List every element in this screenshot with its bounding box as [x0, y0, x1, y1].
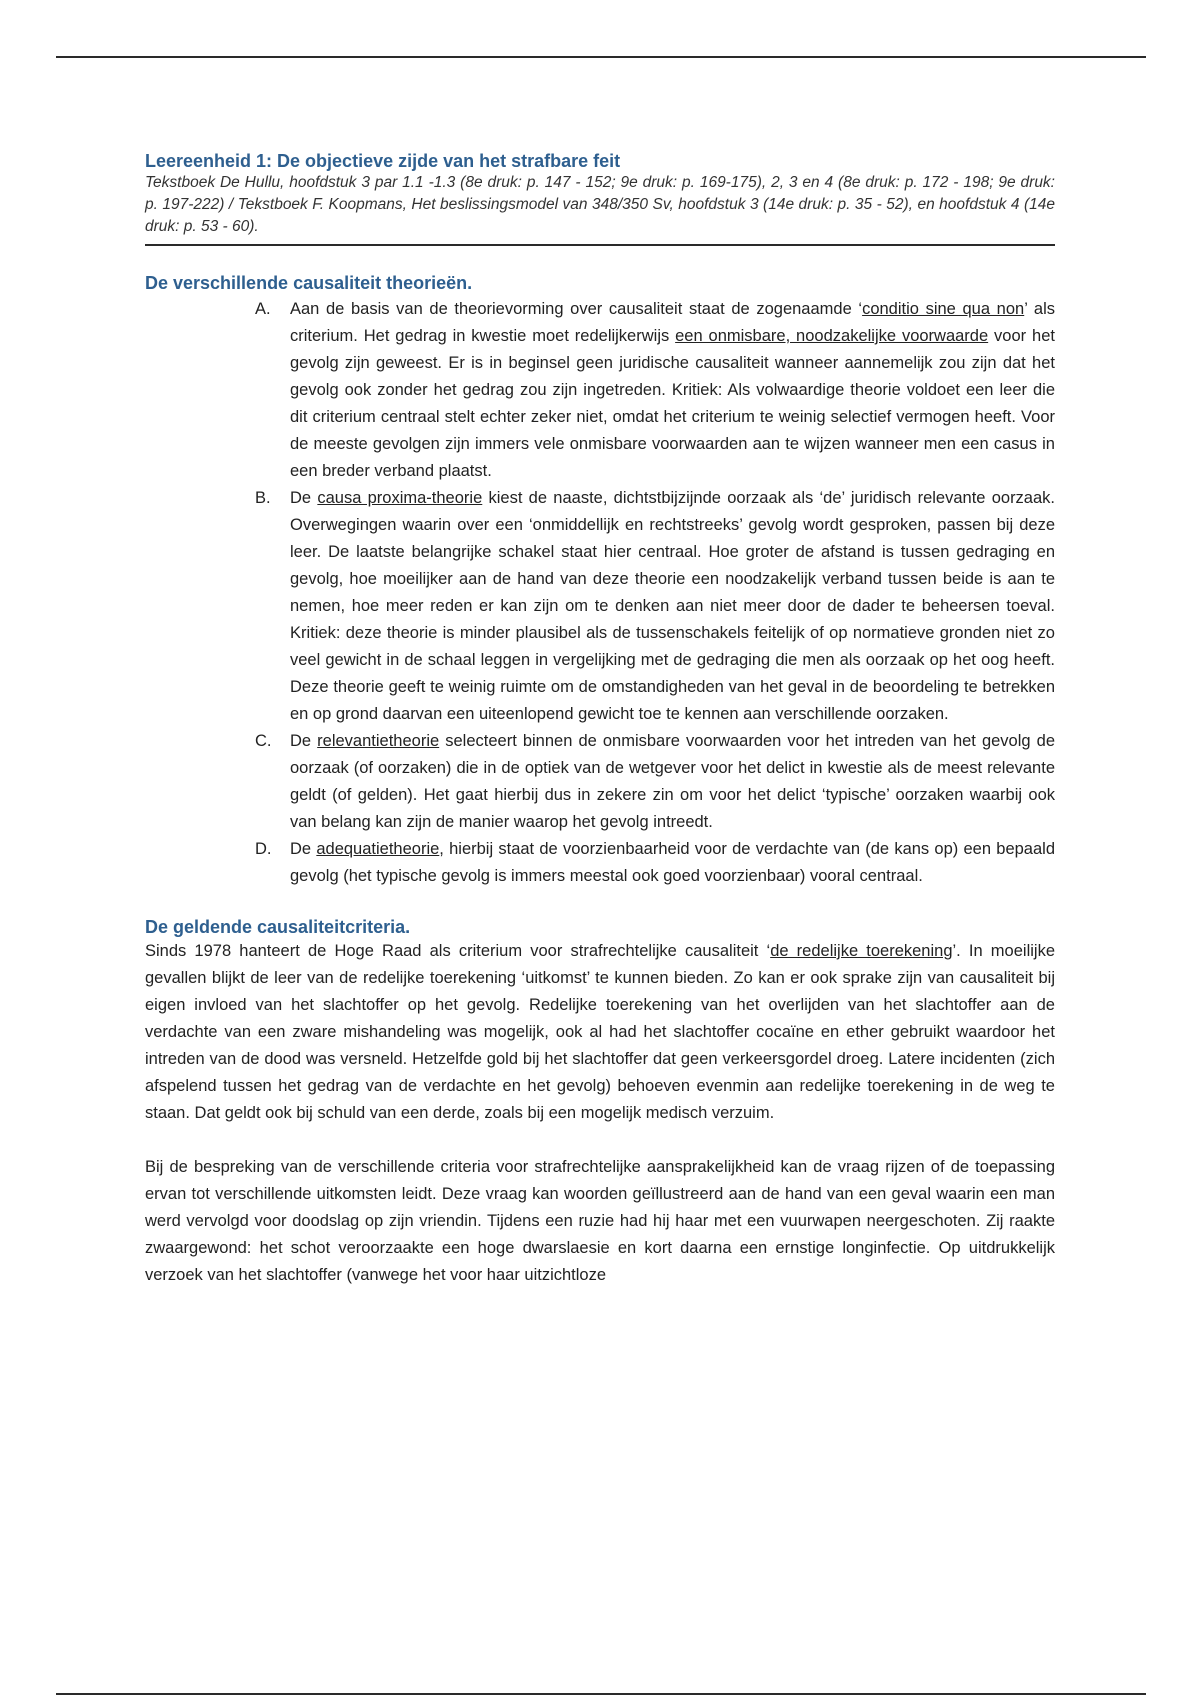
list-marker: A.: [255, 300, 271, 318]
text-run: De: [290, 840, 317, 858]
paragraph-case-example: Bij de bespreking van de verschillende criteria voor strafrechtelijke aansprakelijkheid kan de vraag rijzen of de toepassing ervan tot verschillende uitkomsten leidt. Deze vraag kan woorden geïllustreerd aan de hand van een geval waarin een man werd vervolgd voor doodslag op zijn vriendin. Tijdens een ruzie had hij haar met een vuurwapen neergeschoten. Zij raakte zwaargewond: het schot veroorzaakte een hoge dwarslaesie en kort daarna een ernstige longinfectie. Op uitdrukkelijk verzoek van het slachtoffer (vanwege het voor haar uitzichtloze: [145, 1158, 1055, 1284]
list-item: [255, 836, 1055, 890]
list-item: [255, 485, 1055, 728]
top-rule: [56, 56, 1146, 58]
source-reference: Tekstboek De Hullu, hoofdstuk 3 par 1.1 -1.3 (8e druk: p. 147 - 152; 9e druk: p. 169-175), 2, 3 en 4 (8e druk: p. 172 - 198; 9e druk: p. 197-222) / Tekstboek F. Koopmans, Het beslissingsmodel van 348/350 Sv, hoofdstuk 3 (14e druk: p. 35 - 52), en hoofdstuk 4 (14e druk: p. 53 - 60).: [145, 172, 1055, 246]
list-item: [255, 728, 1055, 836]
paragraph-causality-criteria: [145, 938, 1055, 1127]
unit-title: Leereenheid 1: De objectieve zijde van het strafbare feit: [145, 151, 621, 171]
text-run: Sinds 1978 hanteert de Hoge Raad als criterium voor strafrechtelijke causaliteit ‘: [145, 942, 771, 960]
theories-list: [145, 296, 1055, 890]
list-marker: C.: [255, 732, 272, 750]
text-run: De: [290, 732, 318, 750]
list-item: [255, 296, 1055, 485]
list-marker: D.: [255, 840, 272, 858]
bottom-rule: [56, 1693, 1146, 1695]
underlined-term: een onmisbare, noodzakelijke voorwaarde: [675, 327, 989, 345]
section-title-theories: De verschillende causaliteit theorieën.: [145, 273, 473, 293]
underlined-term: adequatietheorie: [316, 840, 440, 858]
document-content: [145, 150, 1055, 1289]
text-run: kiest de naaste, dichtstbijzijnde oorzaak als ‘de’ juridisch relevante oorzaak. Overwegingen waarin over een ‘onmiddellijk en rechtstreeks’ gevolg wordt gesproken, passen bij deze leer. De laatste belangrijke schakel staat hier centraal. Hoe groter de afstand is tussen gedraging en gevolg, hoe moeilijker aan de hand van deze theorie een noodzakelijk verband tussen beide is aan te nemen, hoe meer reden er kan zijn om te denken aan niet meer door de dader te beheersen toeval. Kritiek: deze theorie is minder plausibel als de tussenschakels feitelijk of op normatieve gronden niet zo veel gewicht in de schaal leggen in vergelijking met de gedraging die men als oorzaak op het oog heeft. Deze theorie geeft te weinig ruimte om de omstandigheden van het geval in de beoordeling te betrekken en op grond daarvan een uiteenlopend gewicht toe te kennen aan verschillende oorzaken.: [290, 489, 1055, 723]
text-run: ’ als criterium. Het gedrag in kwestie moet redelijkerwijs: [290, 300, 1056, 345]
text-run: , hierbij staat de voorzienbaarheid voor de verdachte van (de kans op) een bepaald gevolg (het typische gevolg is immers meestal ook goed voorzienbaar) vooral centraal.: [290, 840, 1055, 885]
underlined-term: conditio sine qua non: [862, 300, 1025, 318]
text-run: selecteert binnen de onmisbare voorwaarden voor het intreden van het gevolg de oorzaak (of oorzaken) die in de optiek van de wetgever voor het delict in kwestie als de meest relevante geldt (of gelden). Het gaat hierbij dus in zekere zin om voor het delict ‘typische’ oorzaken waarbij ook van belang kan zijn de manier waarop het gevolg intreedt.: [290, 732, 1055, 831]
list-marker: B.: [255, 489, 271, 507]
text-run: ’. In moeilijke gevallen blijkt de leer van de redelijke toerekening ‘uitkomst’ te kunnen bieden. Zo kan er ook sprake zijn van causaliteit bij eigen invloed van het slachtoffer op het gevolg. Redelijke toerekening van het overlijden van het slachtoffer aan de verdachte van een zware mishandeling was mogelijk, ook al had het slachtoffer cocaïne en ether gebruikt waardoor het intreden van de dood was versneld. Hetzelfde gold bij het slachtoffer dat geen verkeersgordel droeg. Latere incidenten (zich afspelend tussen het gedrag van de verdachte en het gevolg) behoeven evenmin aan redelijke toerekening in de weg te staan. Dat geldt ook bij schuld van een derde, zoals bij een mogelijk medisch verzuim.: [145, 942, 1055, 1122]
underlined-term: causa proxima-theorie: [317, 489, 483, 507]
section-title-criteria: De geldende causaliteitcriteria.: [145, 917, 411, 937]
underlined-term: de redelijke toerekening: [770, 942, 953, 960]
underlined-term: relevantietheorie: [317, 732, 440, 750]
text-run: Aan de basis van de theorievorming over causaliteit staat de zogenaamde ‘: [290, 300, 863, 318]
text-run: De: [290, 489, 318, 507]
text-run: voor het gevolg zijn geweest. Er is in beginsel geen juridische causaliteit wanneer aannemelijk zou zijn dat het gevolg ook zonder het gedrag zou zijn ingetreden. Kritiek: Als volwaardige theorie voldoet een leer die dit criterium centraal stelt echter zeker niet, omdat het criterium te weinig selectief vermogen heeft. Voor de meeste gevolgen zijn immers vele onmisbare voorwaarden aan te wijzen wanneer men een casus in een breder verband plaatst.: [290, 327, 1055, 480]
